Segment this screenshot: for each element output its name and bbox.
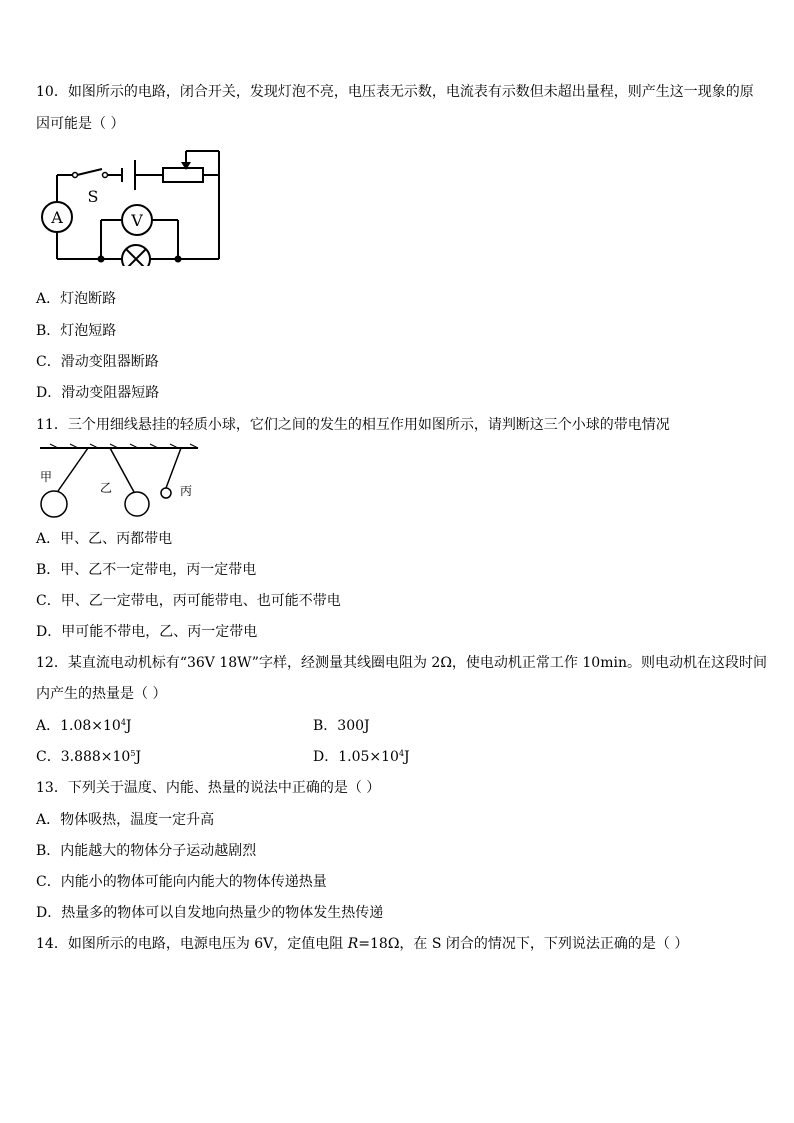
junction-dot-right (175, 256, 182, 263)
voltmeter-label: V (131, 211, 143, 230)
ball-bing (161, 488, 171, 498)
switch-contact-left (73, 173, 78, 178)
q12-stem-line1: 12．某直流电动机标有“36V 18W”字样，经测量其线圈电阻为 2Ω，使电动机正常工作 10min。则电动机在这段时间 (36, 655, 767, 671)
q13-option-d: D．热量多的物体可以自发地向热量少的物体发生热传递 (36, 905, 384, 921)
q12-option-c: C．$3.888\times 10^5J$ (36, 749, 142, 765)
q10-option-d: D．滑动变阻器短路 (36, 385, 160, 401)
q14-stem: 14．如图所示的电路，电源电压为 6V，定值电阻 R=18Ω，在 S 闭合的情况下，下列说法正确的是（ ） (36, 936, 689, 952)
q11-option-c: C．甲、乙一定带电，丙可能带电、也可能不带电 (36, 593, 341, 609)
rheostat-symbol (163, 168, 203, 182)
q13-option-a: A．物体吸热，温度一定升高 (36, 812, 215, 828)
ball-jia-label: 甲 (40, 470, 53, 484)
q10-option-b: B．灯泡短路 (36, 323, 117, 339)
q12-option-d: D．$1.05\times 10^4J$ (313, 749, 410, 765)
junction-dot-left (98, 256, 105, 263)
lamp-symbol (122, 245, 150, 266)
q11-option-d: D．甲可能不带电，乙、丙一定带电 (36, 624, 258, 640)
q11-option-b: B．甲、乙不一定带电，丙一定带电 (36, 562, 257, 578)
q11-pith-ball-diagram (36, 443, 202, 521)
switch-label: S (87, 187, 99, 206)
ball-yi-label: 乙 (100, 481, 113, 495)
q13-stem: 13．下列关于温度、内能、热量的说法中正确的是（ ） (36, 780, 381, 796)
q13-option-c: C．内能小的物体可能向内能大的物体传递热量 (36, 874, 327, 890)
ammeter-label: A (51, 208, 63, 227)
ball-yi (125, 492, 149, 516)
q10-stem-line1: 10．如图所示的电路，闭合开关，发现灯泡不亮，电压表无示数，电流表有示数但未超出量程，则产生这一现象的原 (36, 84, 754, 100)
q10-circuit-diagram (38, 146, 223, 266)
q10-option-a: A．灯泡断路 (36, 291, 117, 307)
q12-option-a: A．$1.08\times 10^4J$ (36, 718, 132, 734)
q10-option-c: C．滑动变阻器断路 (36, 354, 159, 370)
switch-contact-right (103, 173, 108, 178)
ball-jia (41, 491, 67, 517)
q10-stem-line2: 因可能是（ ） (36, 116, 125, 132)
ball-bing-label: 丙 (180, 484, 193, 498)
q11-stem: 11．三个用细线悬挂的轻质小球，它们之间的发生的相互作用如图所示，请判断这三个小球的带电情况 (36, 417, 670, 433)
q11-option-a: A．甲、乙、丙都带电 (36, 531, 173, 547)
q12-option-b: B．300J (313, 718, 370, 734)
q12-stem-line2: 内产生的热量是（ ） (36, 686, 167, 702)
q13-option-b: B．内能越大的物体分子运动越剧烈 (36, 843, 257, 859)
